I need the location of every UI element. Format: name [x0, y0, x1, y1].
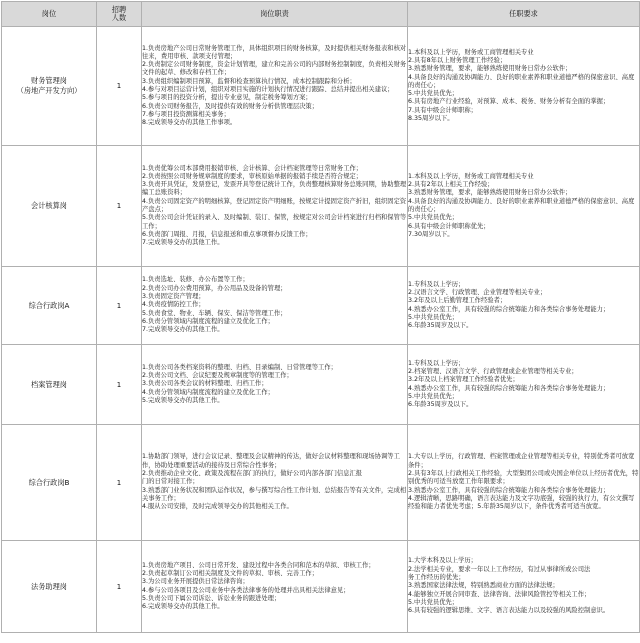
table-row: [2, 541, 640, 633]
header-requirements: 任职要求: [408, 2, 640, 27]
table-row: [2, 345, 640, 425]
position-cell: 财务管理岗 （房地产开发方向）: [2, 27, 97, 146]
table-row: [2, 27, 640, 146]
requirements-cell: 1.专科及以上学历； 2.汉语言文学、行政管理、企业管理等相关专业； 3.2年及以上后勤管理工作经验者； 4.熟悉办公室工作，具有较强的综合统筹能力和各类综合事务处理能力； 5.中共党员优先； 6.年龄35周岁及以下。: [408, 267, 640, 345]
duties-cell: 1.负责选址、装修、办公布置等工作； 2.负责公司办公费用预算，办公用品及设备的管理； 3.负责固定资产管理； 4.负责疫情防控工作； 5.负责食堂、物业、车辆、保安、保洁等管理工作； 6.负责分管领域内制度流程的建立及优化工作； 7.完成领导交办的其他工作。: [142, 267, 408, 345]
header-headcount: 招聘 人数: [97, 2, 142, 27]
position-cell: 法务助理岗: [2, 541, 97, 633]
header-position: 岗位: [2, 2, 97, 27]
header-row: [2, 2, 640, 27]
duties-cell: 1.负责房地产公司日常财务管理工作，具体组织项目的财务核算，及时提供相关财务报表和核对往来，费用审核、款项支付管理； 2.负责制定公司财务制度，资金计划管理，建立和完善公司的内部财务控制制度，负责相关财务文件的起草、修改和存档工作； 3.负责组织编制项目预算，监督和检查预算执行情况，成本控制跟踪和分析； 4.参与对项目运营计划，组织对项目实施的计划执行情况进行跟踪、总结并提出相关建议； 5.参与项目的投资分析，提出专业意见，制定税务筹划方案； 6.负责公司财务报告，及时提供有效的财务分析供管理层决策； 7.参与项目投资测算相关事务； 8.完成领导交办的其他工作事项。: [142, 27, 408, 146]
table-row: [2, 267, 640, 345]
position-cell: 综合行政岗A: [2, 267, 97, 345]
headcount-cell: 1: [97, 425, 142, 541]
position-cell: 综合行政岗B: [2, 425, 97, 541]
duties-cell: 1.负责优筹公司本部费用报销审核、会计核算、会计档案管理等日常财务工作； 2.负责按照公司财务规章制度的要求，审核原始单据的报销手续是否符合规定； 3.负责开具凭证，发票登记，发票开具等登记统计工作，负责整理核算财务总账同期，协助整理编工总账资料； 4.负责公司固定资产的明细核算，登记固定资产明细账，按规定计提固定资产折旧，组织固定资产盘点； 5.负责公司会计凭证的录入、及时编制、装订、保管，按规定对公司会计档案进行归档和保管等工作； 6.负责部门周报、月报，信息报送和重点事项督办反馈工作； 7.完成领导交办的其他工作。: [142, 146, 408, 267]
duties-cell: 1.负责房地产项目、公司日常开发、建设过程中各类合同和范本的草拟、审核工作； 2.负责起草制订公司相关制度及文件的草拟、审核、完善工作； 3.为公司业务开展提供日常法律咨询； 4.参与公司各项目及公司业务中各类法律事务的处理并出具相关法律意见； 5.负责公司下属公司诉讼、诉讼业务的跟进处理； 6.完成领导交办的其他工作。: [142, 541, 408, 633]
duties-cell: 1.协助部门领导，进行会议记录、整理及会议精神的传达，做好会议材料整理和现场协调等工作，协助处理重要活动的接待及日常综合性事务； 2.负责推动企业文化、政策及流程在部门的执行，做好公司内部各部门信息汇报 门的日常对接工作； 3.熟悉部门业务状况和团队运作状况，参与撰写综合性工作计划、总结报告等有关文件，完成相关事务工作； 4.服从公司安排，及时完成领导交办的其他相关工作。: [142, 425, 408, 541]
position-cell: 档案管理岗: [2, 345, 97, 425]
requirements-cell: 1.大学本科及以上学历； 2.法学相关专业，要求一年以上工作经历，有过从事律所或公司法 务工作经历的优先； 3.熟悉国家法律法规，特别熟悉商业方面的法律法规； 4.能够独立开展合同审查、法律咨询、法律风险管控等相关工作； 5.中共党员优先； 6.具有较强的逻辑思维、文字、语言表达能力以及较强的风险控制意识。: [408, 541, 640, 633]
headcount-cell: 1: [97, 267, 142, 345]
header-duties: 岗位职责: [142, 2, 408, 27]
headcount-cell: 1: [97, 345, 142, 425]
job-table: [1, 1, 640, 633]
table-row: [2, 146, 640, 267]
headcount-cell: 1: [97, 146, 142, 267]
requirements-cell: 1.专科及以上学历； 2.档案管理、汉语言文学、行政管理或企业管理等相关专业； 3.2年及以上档案管理工作经验者优先； 4.熟悉办公室工作，具有较强的综合统筹能力和各类综合事务处理能力； 5.中共党员优先； 6.年龄35周岁及以下。: [408, 345, 640, 425]
duties-cell: 1.负责公司各类档案资料的整理、归档、目录编制、日常管理等工作； 2.负责公司文档、会议纪要及规章制度等的管理工作； 3.负责公司各类会议的材料整理、归档工作； 4.负责分管领域内制度流程的建立及优化工作； 5.完成领导交办的其他工作。: [142, 345, 408, 425]
position-cell: 会计核算岗: [2, 146, 97, 267]
table-row: [2, 425, 640, 541]
requirements-cell: 1.大专以上学历，行政管理、档案管理或企业管理等相关专业，特别优秀者可放宽条件； 2.具有3年以上行政相关工作经验，大型集团公司或央国企单位以上经历者优先，特别优秀的可适当放宽工作年限要求； 3.熟悉办公室工作，具有较强的综合统筹能力和各类综合事务处理能力； 4.逻辑清晰，思路明确，语言表达能力及文字功底强，较强的执行力，有公文撰写经验和能力者优先考虑；5.年龄35周岁以下，条件优秀者可适当放宽。: [408, 425, 640, 541]
headcount-cell: 1: [97, 27, 142, 146]
requirements-cell: 1.本科及以上学历，财务或工商管理相关专业 2.具有8年以上财务管理工作经验； 3.熟悉财务管理，要求，能够熟练使用财务日常办公软件； 4.具备良好的沟通及协调能力、良好的职业素养和职业道德严格的保密意识、高度的责任心； 5.中共党员优先； 6.具有房地产行业经验，对预算、成本、税务、财务分析有全面的掌握； 7.具有中级会计师职称； 8.35周岁以下。: [408, 27, 640, 146]
requirements-cell: 1.本科及以上学历，财务或工商管理相关专业 2.具有2年以上相关工作经验； 3.熟悉财务管理，要求，能够熟练使用财务日常办公软件； 4.具备良好的沟通及协调能力、良好的职业素养和职业道德严格的保密意识、高度的责任心； 5.中共党员优先； 6.具有中级会计师职称优先； 7.30周岁以下。: [408, 146, 640, 267]
headcount-cell: 1: [97, 541, 142, 633]
